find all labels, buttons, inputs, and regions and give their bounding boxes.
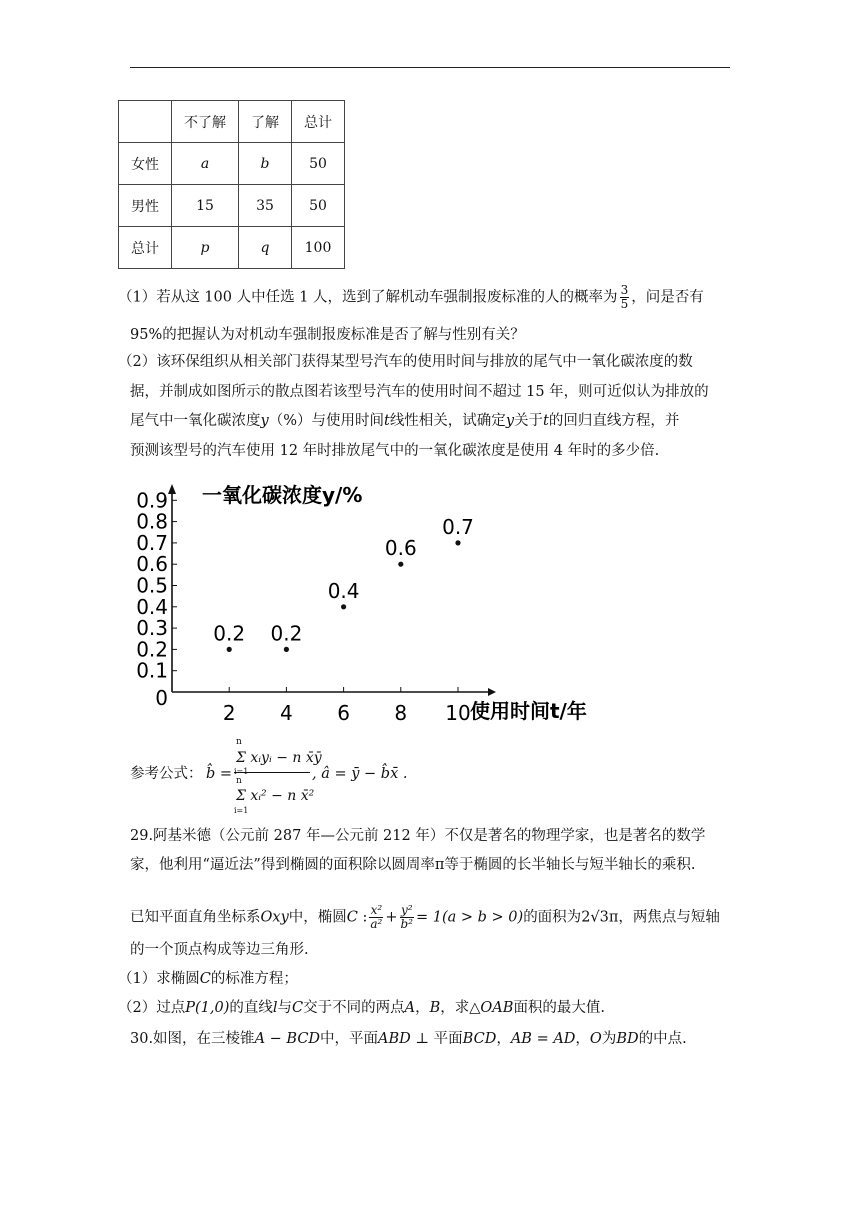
q1-line2: 95%的把握认为对机动车强制报废标准是否了解与性别有关？ [130, 327, 525, 343]
text: 的中点. [638, 1031, 687, 1047]
perp-symbol: ⊥ [410, 1031, 434, 1047]
chart-points [213, 515, 474, 652]
equation-ab-ad: AB = AD [510, 1031, 576, 1047]
text: 关于 [514, 413, 544, 429]
text: 为 [601, 1031, 617, 1047]
p29-line3 [130, 904, 720, 931]
data-label: 0.2 [270, 621, 303, 646]
y-tick-label: 0.7 [136, 530, 168, 555]
frac-denominator: 5 [620, 297, 629, 311]
y-tick-label: 0.3 [136, 616, 168, 641]
q1-text: （1）若从这 100 人中任选 1 人，选到了解机动车强制报废标准的人的概率为 [118, 289, 618, 306]
segment-bd: BD [616, 1031, 639, 1047]
p29-line2: 家，他利用“逼近法”得到椭圆的面积除以圆周率π等于椭圆的长半轴长与短半轴长的乘积. [130, 857, 696, 873]
p29-sub2 [118, 998, 605, 1018]
table-cell: 35 [239, 185, 292, 227]
point-p: P(1,0) [185, 1000, 230, 1016]
text: 中，平面 [320, 1031, 379, 1047]
chart-ticks [136, 488, 471, 725]
data-label: 0.7 [442, 514, 474, 539]
text: （2）过点 [118, 1000, 186, 1016]
fraction [620, 284, 630, 311]
p30-line1 [130, 1029, 687, 1049]
table-header-cell: 总计 [292, 101, 345, 143]
q2-line2: 据，并制成如图所示的散点图若该型号汽车的使用时间不超过 15 年，则可近似认为排放的 [130, 384, 709, 400]
plane-bcd: BCD [462, 1031, 497, 1047]
y-tick-label: 0.2 [136, 637, 168, 662]
frac-numerator: x² [370, 903, 383, 917]
q2-line3 [130, 411, 679, 431]
var-y: y [260, 413, 269, 429]
data-point [341, 604, 346, 609]
table-cell: b [239, 143, 292, 185]
x-tick-label: 8 [394, 701, 408, 725]
table-row [119, 185, 345, 227]
sum-lower: i=1 [234, 806, 249, 815]
y-tick-label: 0.5 [136, 573, 168, 598]
area-value: 2√3π [581, 909, 619, 926]
frac-denominator: a² [370, 917, 383, 931]
var-c: C [292, 1000, 304, 1016]
text: ，求 [440, 1000, 470, 1016]
table-row [119, 143, 345, 185]
var-y: y [505, 413, 515, 429]
table-cell: p [172, 227, 239, 269]
triangle-oab: △OAB [469, 1000, 514, 1016]
text: ， [496, 1031, 511, 1047]
text: ，两焦点与短轴 [618, 909, 720, 926]
sum-upper: n [236, 737, 242, 747]
table-cell: 15 [172, 185, 239, 227]
table-header-cell: 了解 [239, 101, 292, 143]
y-tick-label: 0.8 [136, 509, 168, 534]
text: + [385, 909, 398, 926]
text: 交于不同的两点 [303, 1000, 405, 1016]
var-l: l [272, 1000, 278, 1016]
plane-abd: ABD [378, 1031, 411, 1047]
text: 与 [277, 1000, 293, 1016]
var-oxy: Oxy [260, 909, 289, 926]
fraction [400, 904, 415, 931]
p29-line4: 的一个顶点构成等边三角形. [130, 942, 309, 958]
var-c: C [346, 909, 358, 926]
frac-numerator: 3 [620, 283, 629, 297]
x-tick-label: 4 [280, 701, 293, 725]
text: 的面积为 [523, 909, 582, 926]
y-axis-arrow [168, 484, 176, 494]
table-header-row [119, 101, 345, 143]
formula-label: 参考公式： [130, 766, 203, 782]
var-a: A [404, 1000, 416, 1016]
fraction [369, 904, 383, 931]
data-label: 0.2 [213, 621, 246, 646]
text: 中，椭圆 [288, 909, 347, 926]
header-rule [130, 67, 730, 68]
point-o: O [589, 1031, 602, 1047]
formula-tail: , â = ȳ − b̂x̄ . [312, 766, 408, 782]
frac-numerator: y² [400, 903, 413, 917]
text: 30.如图，在三棱锥 [130, 1031, 255, 1047]
y-tick-label: 0.6 [136, 552, 168, 577]
x-tick-label: 2 [222, 701, 236, 725]
data-label: 0.6 [384, 536, 417, 561]
text: 平面 [433, 1031, 463, 1047]
text: : [357, 909, 368, 926]
text: 的回归直线方程，并 [548, 413, 680, 429]
text: 的直线 [229, 1000, 273, 1016]
var-c: C [199, 971, 211, 987]
formula-numerator: Σ xᵢyᵢ − n x̄ȳ [236, 750, 322, 766]
y-tick-label: 0.4 [136, 594, 168, 619]
y-axis-label: 一氧化碳浓度y/% [202, 483, 363, 507]
table-cell: a [172, 143, 239, 185]
table-cell [119, 101, 172, 143]
sum-lower: i=1 [234, 767, 249, 776]
y-tick-label: 0.1 [136, 658, 168, 683]
data-point [398, 562, 403, 567]
q2-line1: （2）该环保组织从相关部门获得某型号汽车的使用时间与排放的尾气中一氧化碳浓度的数 [118, 354, 693, 370]
text: （%）与使用时间 [268, 413, 384, 429]
table-cell: 总计 [119, 227, 172, 269]
formula-bhat: b̂ = [206, 766, 233, 782]
table-cell: 50 [292, 143, 345, 185]
q2-line4: 预测该型号的汽车使用 12 年时排放尾气中的一氧化碳浓度是使用 4 年时的多少倍. [130, 443, 660, 459]
y-tick-label: 0.9 [136, 488, 168, 513]
table-cell: 男性 [119, 185, 172, 227]
table-cell: q [239, 227, 292, 269]
fraction-bar [234, 772, 310, 773]
p29-line1: 29.阿基米德（公元前 287 年—公元前 212 年）不仅是著名的物理学家，也是著名的数学 [130, 828, 706, 844]
ellipse-condition: = 1(a > b > 0) [416, 909, 524, 926]
text: 的标准方程； [210, 971, 298, 987]
contingency-table [118, 100, 345, 269]
x-axis-arrow [488, 688, 496, 696]
text: 面积的最大值. [513, 1000, 606, 1016]
q1-text: ，问是否有 [631, 289, 704, 306]
table-cell: 100 [292, 227, 345, 269]
var-t: t [383, 413, 390, 429]
text: ， [575, 1031, 590, 1047]
formula-denominator: Σ xᵢ² − n x̄² [236, 788, 315, 804]
x-tick-label: 10 [445, 701, 471, 725]
data-label: 0.4 [327, 578, 360, 603]
p29-sub1 [118, 969, 298, 989]
table-header-cell: 不了解 [172, 101, 239, 143]
y-tick-label: 0 [155, 686, 168, 710]
text: ， [415, 1000, 430, 1016]
scatter-chart [136, 478, 600, 728]
data-point [227, 647, 232, 652]
table-row [119, 227, 345, 269]
data-point [284, 647, 289, 652]
table-cell: 女性 [119, 143, 172, 185]
text: 线性相关，试确定 [389, 413, 506, 429]
var-t: t [543, 413, 549, 429]
data-point [455, 540, 460, 545]
x-tick-label: 6 [337, 701, 350, 725]
pyramid-a-bcd: A − BCD [254, 1031, 321, 1047]
q1-line1 [118, 284, 704, 311]
text: （1）求椭圆 [118, 971, 200, 987]
x-axis-label: 使用时间t/年 [470, 699, 587, 723]
text: 尾气中一氧化碳浓度 [130, 413, 261, 429]
sum-upper: n [236, 776, 242, 786]
text: 已知平面直角坐标系 [130, 909, 261, 926]
frac-denominator: b² [400, 917, 413, 931]
var-b: B [429, 1000, 441, 1016]
table-cell: 50 [292, 185, 345, 227]
